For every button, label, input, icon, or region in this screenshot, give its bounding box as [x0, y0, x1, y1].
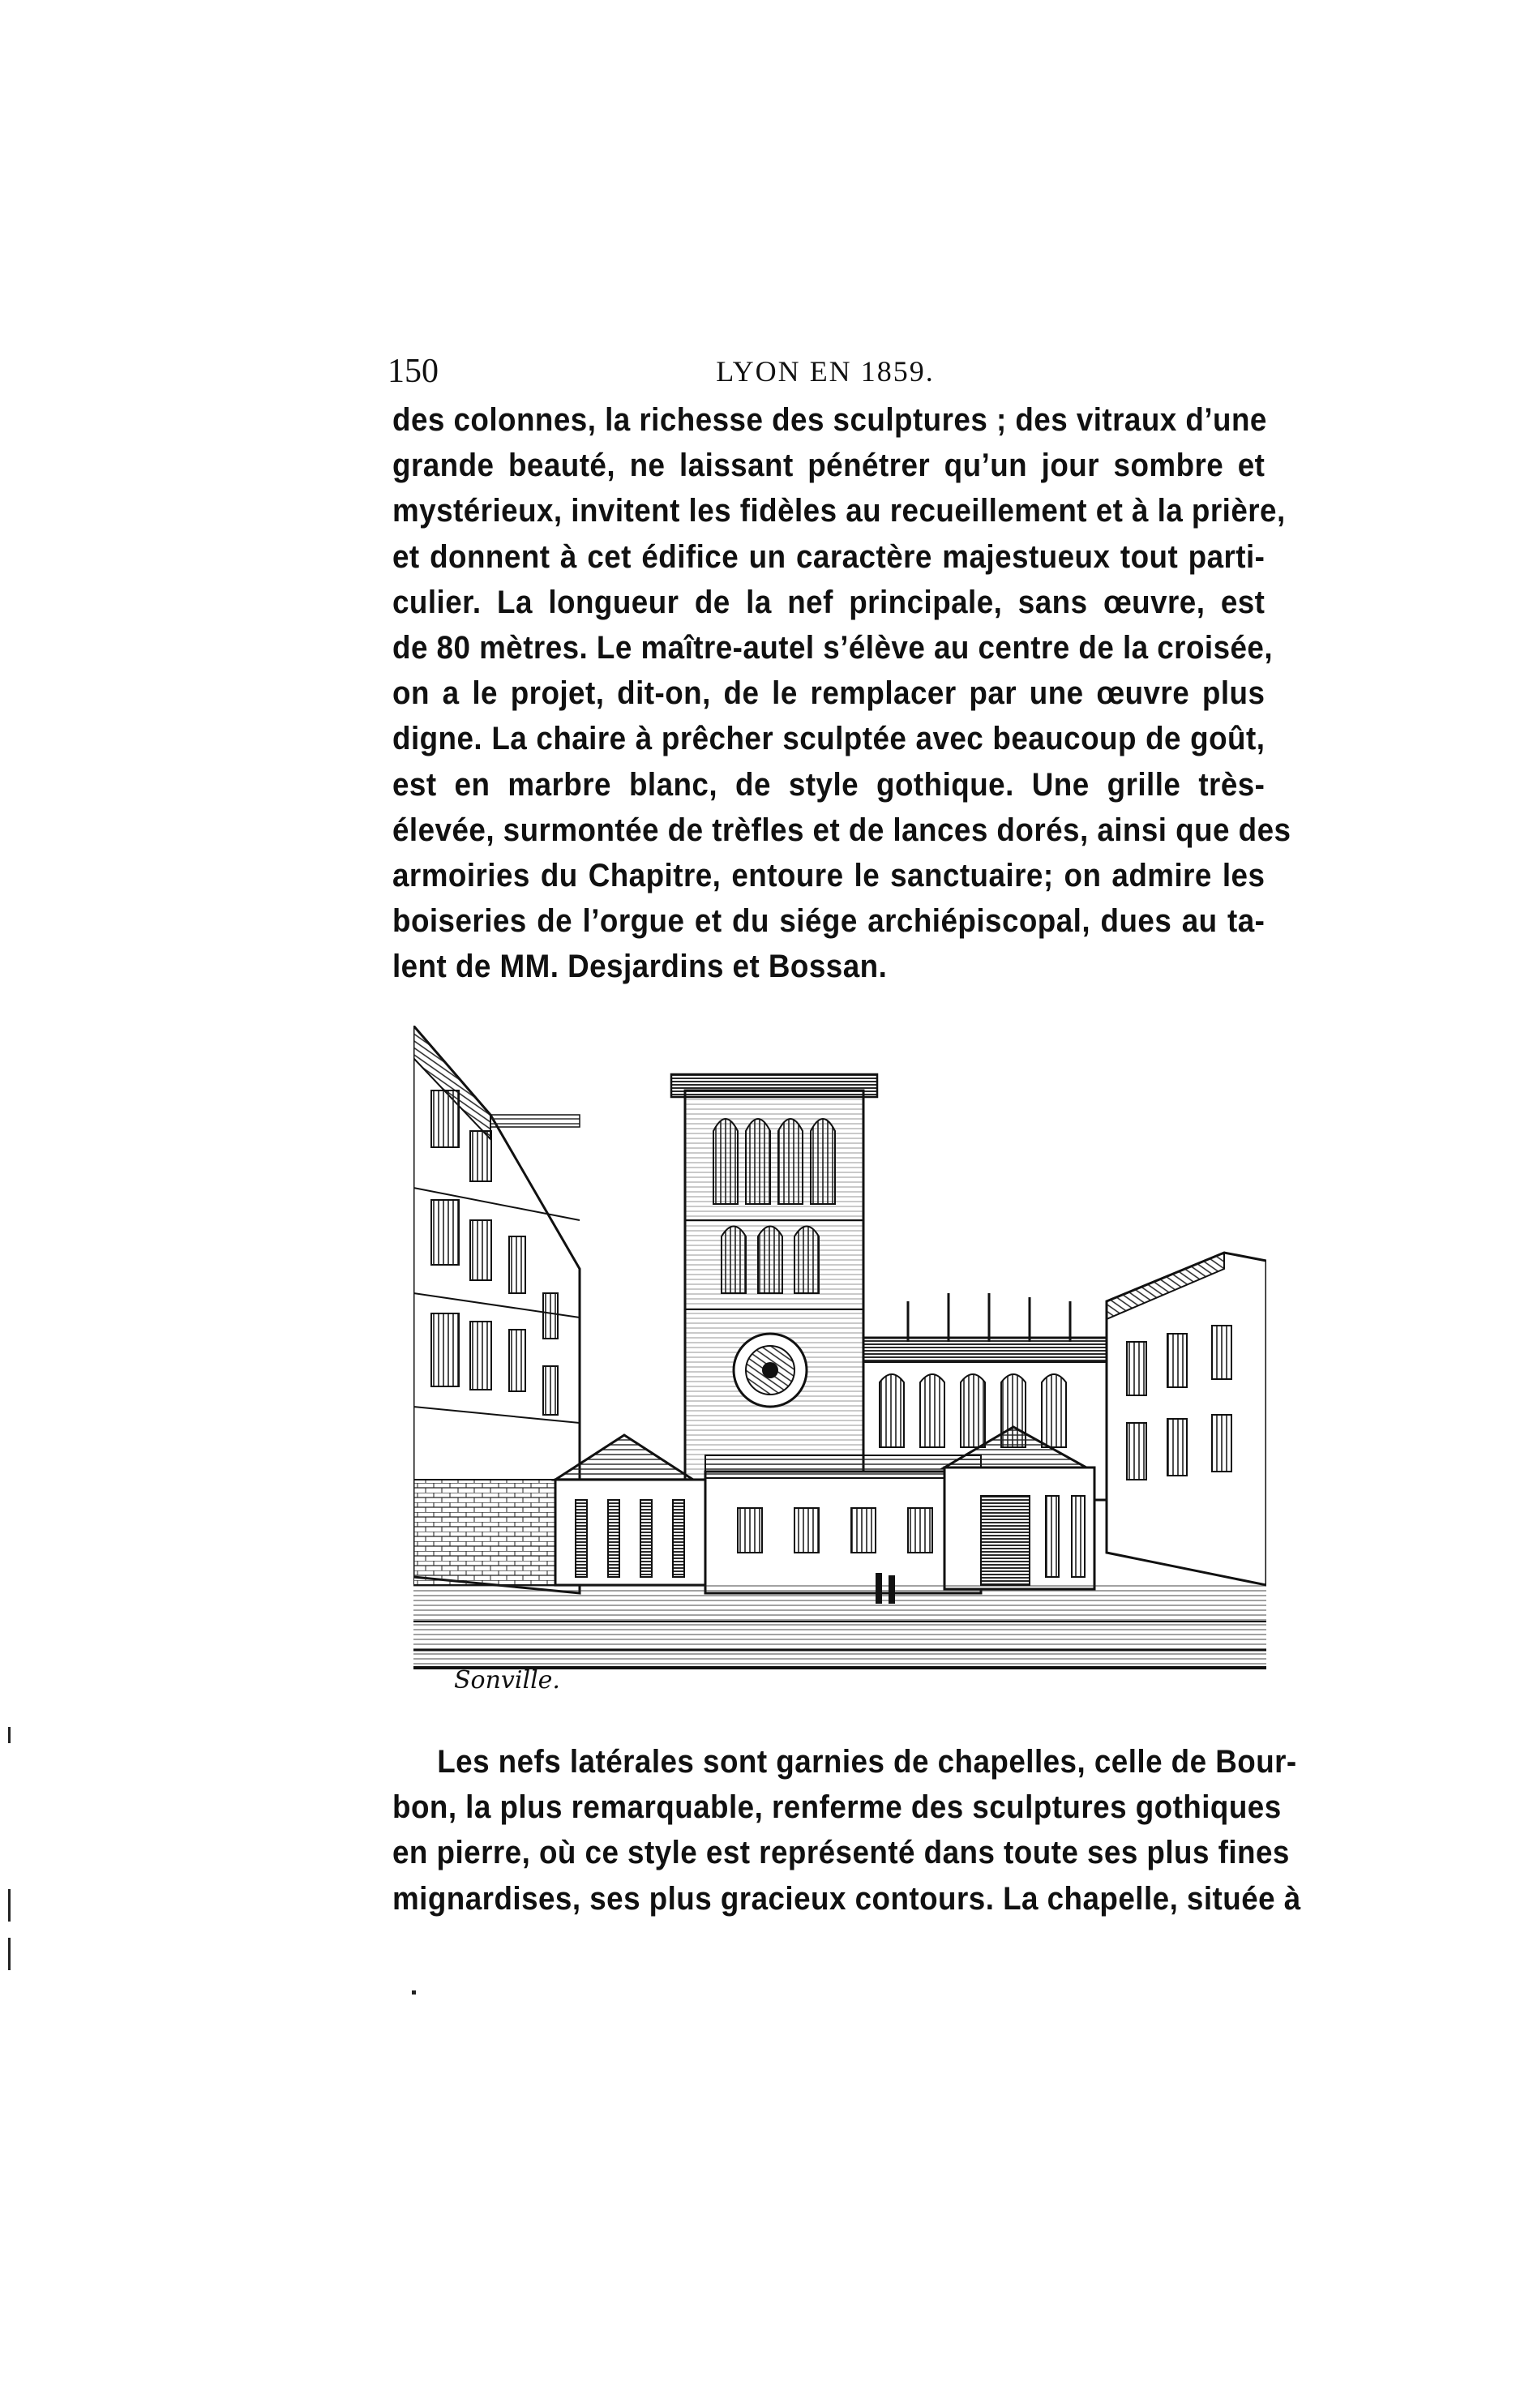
- text-line: mystérieux, invitent les fidèles au recueillement et à la prière,: [392, 493, 1286, 529]
- text-line: Les nefs latérales sont garnies de chapelles, celle de Bour-: [437, 1744, 1297, 1780]
- text-line: bon, la plus remarquable, renferme des sculptures gothiques: [392, 1789, 1282, 1826]
- text-line: digne. La chaire à prêcher sculptée avec beaucoup de goût,: [392, 721, 1265, 757]
- text-line: des colonnes, la richesse des sculptures ; des vitraux d’une: [392, 402, 1267, 438]
- text-line: boiseries de l’orgue et du siége archiépiscopal, dues au ta-: [392, 903, 1265, 940]
- text-line: de 80 mètres. Le maître-autel s’élève au centre de la croisée,: [392, 629, 1274, 666]
- running-title-year: 1859.: [860, 355, 935, 388]
- running-title-word-1: LYON: [716, 355, 801, 388]
- right-building: [1107, 1253, 1266, 1585]
- text-line: on a le projet, dit-on, de le remplacer par une œuvre plus: [392, 675, 1265, 712]
- cathedral-engraving: [413, 1026, 1266, 1699]
- text-line: armoiries du Chapitre, entoure le sanctuaire; on admire les: [392, 857, 1265, 893]
- text-line: culier. La longueur de la nef principale, sans œuvre, est: [392, 584, 1265, 620]
- engraver-signature: Sonville.: [454, 1666, 560, 1695]
- running-title-word-2: EN: [809, 355, 852, 388]
- text-line-last: lent de MM. Desjardins et Bossan.: [392, 949, 888, 985]
- paragraph-bottom: [392, 1739, 1301, 1922]
- scan-mark: [412, 1990, 416, 1995]
- courtyard-ground: [413, 1573, 1266, 1668]
- page-header: [388, 347, 1263, 396]
- text-line: en pierre, où ce style est représenté dans toute ses plus fines: [392, 1835, 1290, 1871]
- scan-mark: [8, 1727, 11, 1743]
- text-line: est en marbre blanc, de style gothique. Une grille très-: [392, 766, 1265, 803]
- scan-mark: [8, 1889, 11, 1922]
- text-line: grande beauté, ne laissant pénétrer qu’un jour sombre et: [392, 448, 1265, 484]
- text-line: élevée, surmontée de trèfles et de lances dorés, ainsi que des: [392, 812, 1291, 848]
- engraving-drawing: [413, 1026, 1266, 1699]
- text-line: et donnent à cet édifice un caractère majestueux tout parti-: [392, 538, 1265, 575]
- text-line: mignardises, ses plus gracieux contours. La chapelle, située à: [392, 1880, 1301, 1917]
- running-title: [388, 347, 1263, 396]
- paragraph-top: [392, 397, 1291, 989]
- page-number: 150: [388, 353, 439, 390]
- scan-mark: [8, 1938, 11, 1970]
- cathedral-tower: [671, 1074, 877, 1496]
